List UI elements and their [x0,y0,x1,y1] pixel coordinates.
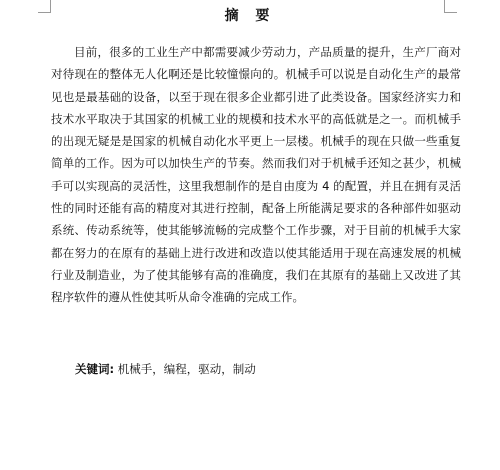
abstract-title: 摘 要 [224,8,276,24]
abstract-body: 目前，很多的工业生产中都需要减少劳动力，产品质量的提升，生产厂商对对待现在的整体无人化啊还是比较憧憬向的。机械手可以说是自动化生产的最常见也是最基础的设备，以至于现在很多企业都引进了此类设备。国家经济实力和技术水平取决于其国家的机械工业的规模和技术水平的高低就是之一。而机械手的出现无疑是是国家的机械自动化水平更上一层楼。机械手的现在只做一些重复简单的工作。因为可以加快生产的节奏。然而我们对于机械手还知之甚少，机械手可以实现高的灵活性，这里我想制作的是自由度为 4 的配置，并且在拥有灵活性的同时还能有高的精度对其进行控制，配备上所能满足要求的各种部件如驱动系统、传动系统等，使其能够流畅的完成整个工作步骤，对于目前的机械手大家都在努力的在原有的基础上进行改进和改造以使其能适用于现在高速发展的机械行业及制造业，为了使其能够有高的准确度，我们在其原有的基础上又改进了其程序软件的遵从性使其听从命令准确的完成工作。 [51,45,461,305]
keywords-line [75,359,256,379]
keywords-value: 机械手，编程，驱动，制动 [117,362,256,376]
keywords-label: 关键词: [75,362,115,376]
